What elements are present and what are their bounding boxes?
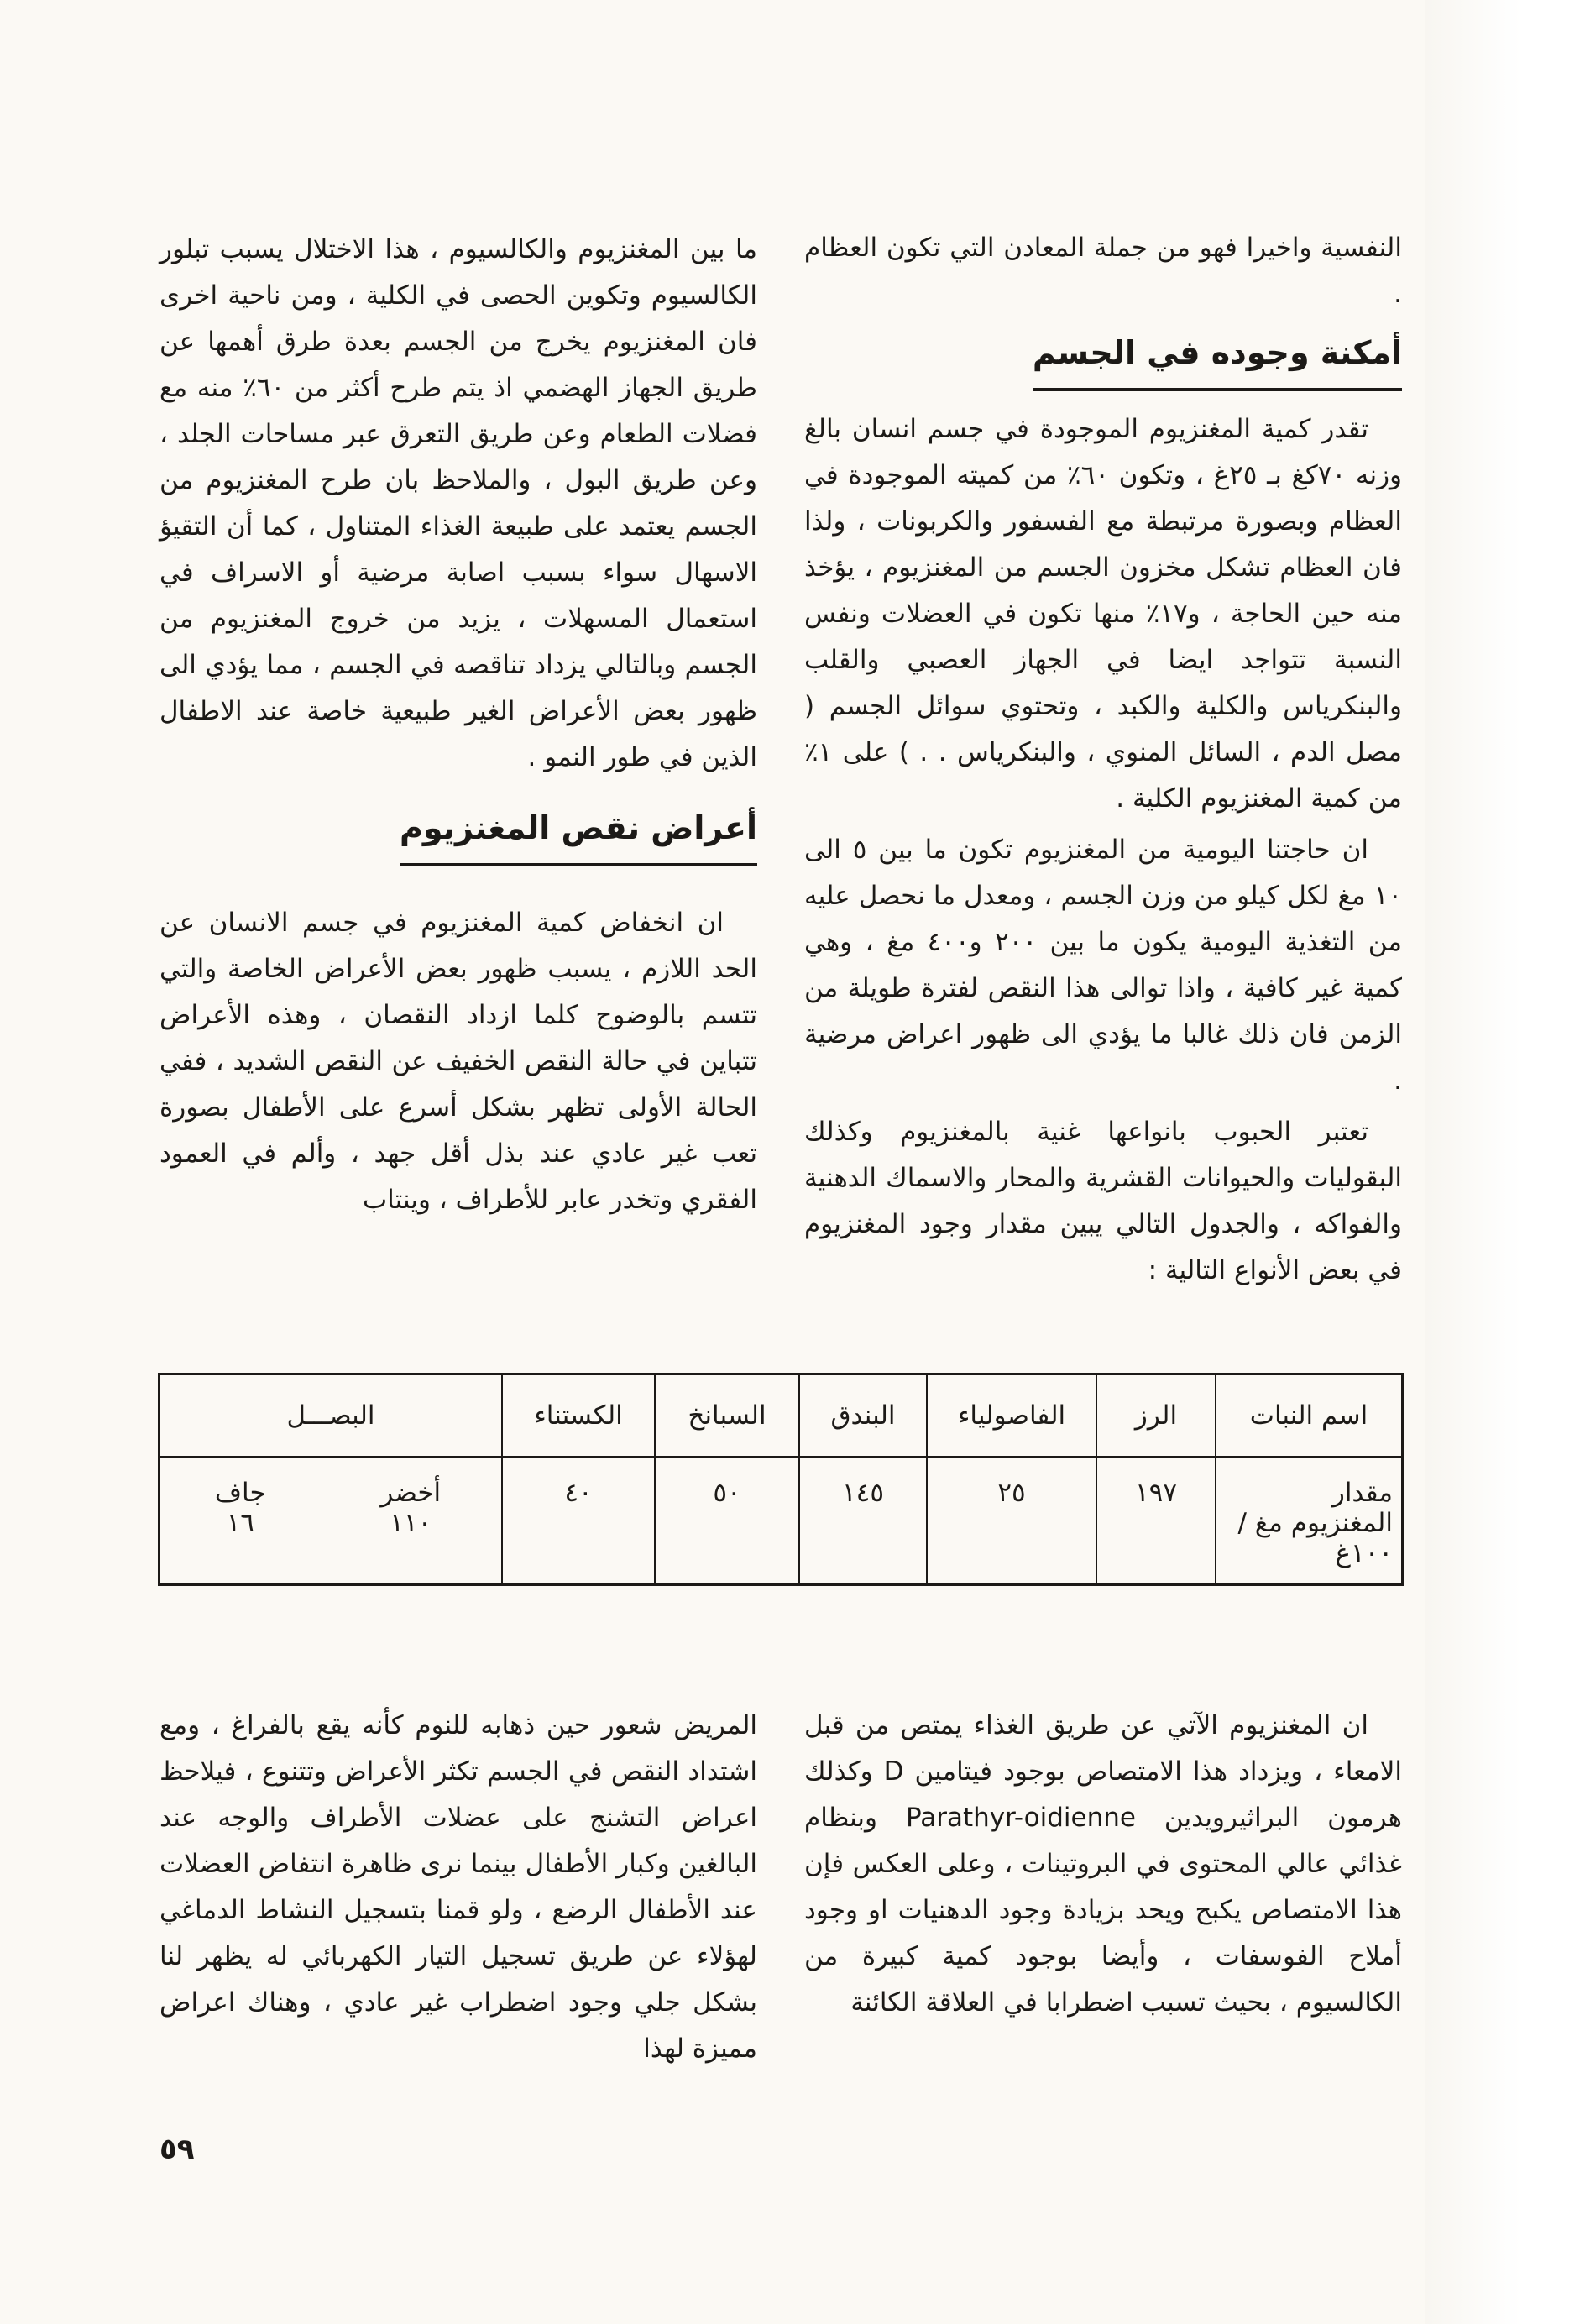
table-cell: ١٩٧ bbox=[1096, 1457, 1216, 1585]
table-header: البصـــل bbox=[160, 1374, 503, 1458]
table-header: الكستناء bbox=[502, 1374, 655, 1458]
body-paragraph: المريض شعور حين ذهابه للنوم كأنه يقع بالفراغ ، ومع اشتداد النقص في الجسم تكثر الأعراض وتتنوع ، فيلاحظ اعراض التشنج على عضلات الأطراف والوجه عند البالغين وكبار الأطفال بينما نرى ظاهرة انتفاض العضلات عند الأطفال الرضع ، ولو قمنا بتسجيل النشاط الدماغي لهؤلاء عن طريق تسجيل التيار الكهربائي له يظهر لنا بشكل جلي وجود اضطراب غير عادي ، وهناك اعراض مميزة لهذا bbox=[160, 1710, 757, 2064]
body-paragraph: تقدر كمية المغنزيوم الموجودة في جسم انسان بالغ وزنه ٧٠كغ بـ ٢٥غ ، وتكون ٦٠٪ من كميته الموجودة في العظام وبصورة مرتبطة مع الفسفور والكربونات ، ولذا فان العظام تشكل مخزون الجسم من المغنزيوم ، يؤخذ منه حين الحاجة ، و١٧٪ منها تكون في العضلات ونفس النسبة تتواجد ايضا في الجهاز العصبي والقلب والبنكرياس والكلية والكبد ، وتحتوي سوائل الجسم ( مصل الدم ، السائل المنوي ، والبنكرياس . . ) على ١٪ من كمية المغنزيوم الكلية . bbox=[804, 414, 1403, 814]
table-row-label: مقدار المغنزيوم مغ / ١٠٠غ bbox=[1216, 1457, 1403, 1585]
body-paragraph: ان حاجتنا اليومية من المغنزيوم تكون ما بين ٥ الى ١٠ مغ لكل كيلو من وزن الجسم ، ومعدل ما نحصل عليه من التغذية اليومية يكون ما بين ٢٠٠ و٤٠٠ مغ ، وهي كمية غير كافية ، واذا توالى هذا النقص لفترة طويلة من الزمن فان ذلك غالبا ما يؤدي الى ظهور اعراض مرضية . bbox=[804, 835, 1403, 1096]
onion-dry-value: ١٦ bbox=[226, 1508, 254, 1538]
table-cell: ١٤٥ bbox=[799, 1457, 927, 1585]
body-paragraph: تعتبر الحبوب بانواعها غنية بالمغنزيوم وكذلك البقوليات والحيوانات القشرية والمحار والاسماك الدهنية والفواكه ، والجدول التالي يبين مقدار وجود المغنزيوم في بعض الأنواع التالية : bbox=[804, 1117, 1402, 1285]
table-cell-onion-green bbox=[320, 1457, 502, 1585]
table-cell: ٢٥ bbox=[927, 1457, 1096, 1585]
right-column-bottom bbox=[804, 1703, 1402, 2031]
table-header: السبانخ bbox=[655, 1374, 799, 1458]
body-paragraph: ان المغنزيوم الآتي عن طريق الغذاء يمتص من قبل الامعاء ، ويزداد هذا الامتصاص بوجود فيتامين D وكذلك هرمون البراثيرويدين Parathyr-oidienne وبنظام غذائي عالي المحتوى في البروتينات ، وعلى العكس فإن هذا الامتصاص يكبح ويحد بزيادة وجود الدهنيات او وجود أملاح الفوسفات ، وأيضا بوجود كمية كبيرة من الكالسيوم ، بحيث تسبب اضطرابا في العلاقة الكائنة bbox=[804, 1710, 1402, 2018]
table-cell: ٥٠ bbox=[655, 1457, 799, 1585]
table-header-row bbox=[160, 1374, 1403, 1458]
section-heading-symptoms: أعراض نقص المغنزيوم bbox=[400, 801, 757, 866]
table-cell-onion-dry bbox=[160, 1457, 321, 1585]
body-paragraph: ان انخفاض كمية المغنزيوم في جسم الانسان عن الحد اللازم ، يسبب ظهور بعض الأعراض الخاصة والتي تتسم بالوضوح كلما ازداد النقصان ، وهذه الأعراض تتباين في حالة النقص الخفيف عن النقص الشديد ، ففي الحالة الأولى تظهر بشكل أسرع على الأطفال بصورة تعب غير عادي عند بذل أقل جهد ، وألم في العمود الفقري وتخدر عابر للأطراف ، وينتاب bbox=[160, 908, 757, 1215]
table-header: البندق bbox=[799, 1374, 927, 1458]
onion-green-label: أخضر bbox=[380, 1478, 442, 1508]
heading-wrap-locations bbox=[804, 322, 1402, 406]
page-edge-shading bbox=[1425, 0, 1585, 2324]
magnesium-content-table bbox=[158, 1373, 1404, 1586]
section-heading-locations: أمكنة وجوده في الجسم bbox=[1033, 326, 1402, 391]
left-column-bottom bbox=[160, 1703, 757, 2077]
right-column-top bbox=[804, 225, 1402, 1299]
intro-paragraph: النفسية واخيرا فهو من جملة المعادن التي تكون العظام . bbox=[804, 233, 1402, 309]
table-row bbox=[160, 1457, 1403, 1585]
heading-wrap-symptoms bbox=[160, 798, 757, 882]
onion-dry-label: جاف bbox=[214, 1478, 266, 1508]
table-header: اسم النبات bbox=[1216, 1374, 1403, 1458]
table-header: الرز bbox=[1096, 1374, 1216, 1458]
table-header: الفاصولياء bbox=[927, 1374, 1096, 1458]
onion-green-value: ١١٠ bbox=[390, 1508, 432, 1538]
left-column-top bbox=[160, 227, 757, 1228]
page-number: ٥٩ bbox=[160, 2133, 195, 2166]
table-cell: ٤٠ bbox=[502, 1457, 655, 1585]
body-paragraph: ما بين المغنزيوم والكالسيوم ، هذا الاختلال يسبب تبلور الكالسيوم وتكوين الحصى في الكلية ، ومن ناحية اخرى فان المغنزيوم يخرج من الجسم بعدة طرق أهمها عن طريق الجهاز الهضمي اذ يتم طرح أكثر من ٦٠٪ منه مع فضلات الطعام وعن طريق التعرق عبر مساحات الجلد ، وعن طريق البول ، والملاحظ بان طرح المغنزيوم من الجسم يعتمد على طبيعة الغذاء المتناول ، كما أن التقيؤ الاسهال سواء بسبب اصابة مرضية أو الاسراف في استعمال المسهلات ، يزيد من خروج المغنزيوم من الجسم وبالتالي يزداد تناقصه في الجسم ، مما يؤدي الى ظهور بعض الأعراض الغير طبيعية خاصة عند الاطفال الذين في طور النمو . bbox=[160, 234, 757, 772]
